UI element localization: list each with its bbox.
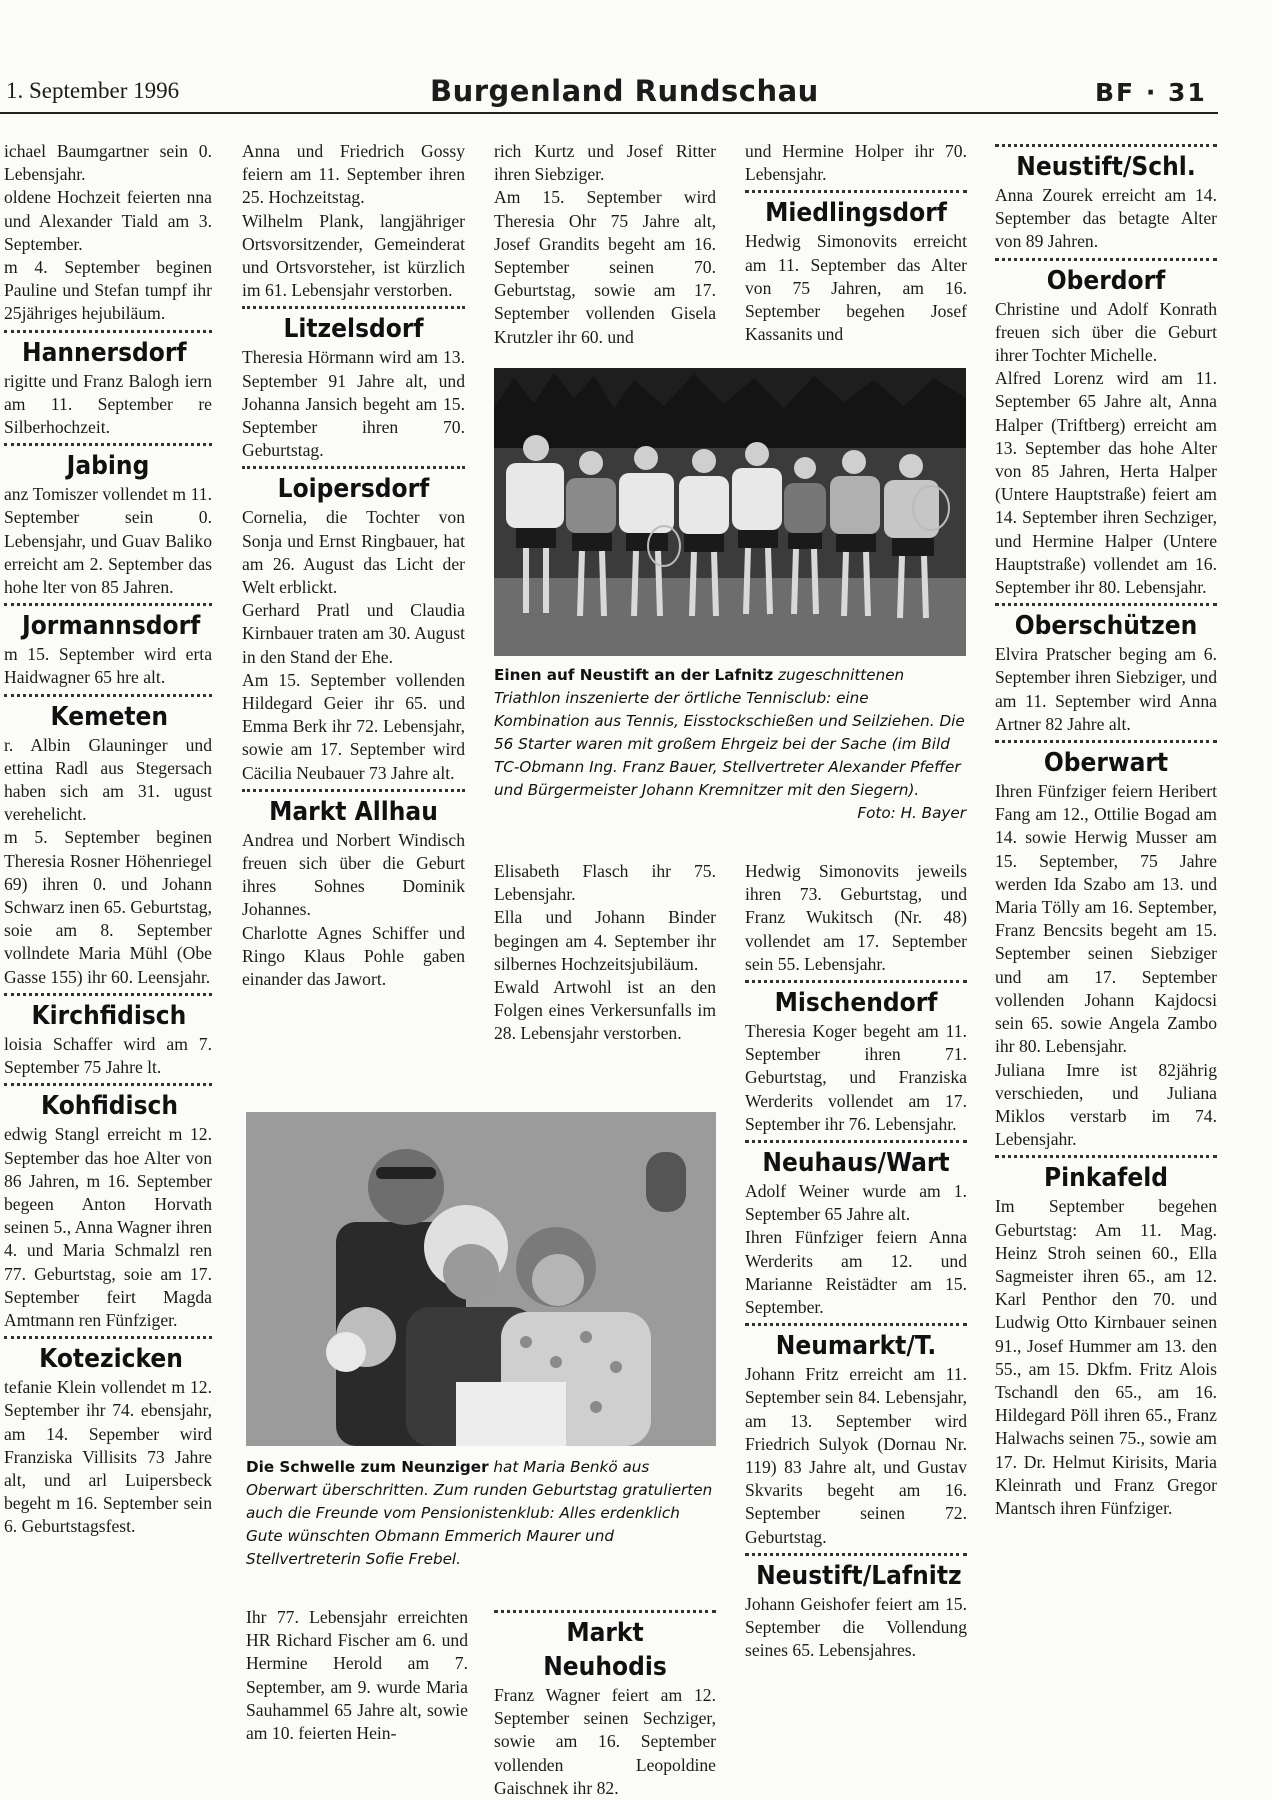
caption-lead: Die Schwelle zum Neunziger [246, 1458, 489, 1476]
paragraph: Christine und Adolf Konrath freuen sich über die Geburt ihrer Tochter Michelle. [995, 298, 1217, 366]
paragraph: Adolf Weiner wurde am 1. September 65 Jahre alt. [745, 1181, 967, 1225]
paragraph: Andrea und Norbert Windisch freuen sich über die Geburt ihres Sohnes Dominik Johannes. [242, 829, 465, 920]
paragraph: Johann Fritz erreicht am 11. September sein 84. Lebensjahr, am 13. September wird Friedrich Sulyok (Dornau Nr. 119) 83 Jahre alt, und Gustav Skvarits begeht am 16. September seinen 72. Geburtstag. [745, 1364, 967, 1547]
newspaper-title: Burgenland Rundschau [430, 74, 819, 108]
paragraph: Cornelia, die Tochter von Sonja und Ernst Ringbauer, hat am 26. August das Licht der Welt erblickt. [242, 507, 465, 598]
paragraph: loisia Schaffer wird am 7. September 75 Jahre lt. [4, 1033, 212, 1078]
dotted-divider [995, 1155, 1217, 1158]
paragraph: m 15. September wird erta Haidwagner 65 hre alt. [4, 644, 212, 688]
paragraph: Im September begehen Geburtstag: Am 11. Mag. Heinz Stroh seinen 60., Ella Sagmeister ihren 65., am 12. Karl Penthor den 70. und Ludwig Otto Kirnbauer seinen 91., Josef Hummer am 13. den 55., am 15. Dkfm. Fritz Alois Tschandl den 65., am 16. Hildegard Pöll ihren 65., Franz Halwachs seinen 75., sowie am 17. Dr. Helmut Kirisits, Maria Kleinrath und Franz Gregor Mantsch ihren Fünfziger. [995, 1196, 1217, 1518]
paragraph: anz Tomiszer vollendet m 11. September sein 0. Lebensjahr, und Guav Baliko erreicht am 2. September das hohe lter von 85 Jahren. [4, 484, 212, 598]
paragraph: ichael Baumgartner sein 0. Lebensjahr. [4, 141, 212, 185]
paragraph: r. Albin Glauninger und ettina Radl aus Stegersach haben sich am 31. ugust verehelicht. [4, 734, 212, 825]
paragraph: Ihren Fünfziger feiern Heribert Fang am 12., Ottilie Bogad am 14. sowie Herwig Musser am 15. September, 75 Jahre werden Ida Szabo am 13. und Maria Tölly am 16. September, Franz Bencsits begeht am 15. September seinen Siebziger und am 17. September vollenden Johann Kajdocsi sein 65. sowie Angela Zambo ihr 80. Lebensjahr. [995, 781, 1217, 1057]
dotted-divider [745, 1140, 967, 1143]
column-1 [4, 140, 212, 1539]
paragraph: Gerhard Pratl und Claudia Kirnbauer traten am 30. August in den Stand der Ehe. [242, 600, 465, 667]
paragraph: Theresia Koger begeht am 11. September ihren 71. Geburtstag, und Franziska Werderits vollendet am 17. September ihr 76. Lebensjahr. [745, 1021, 967, 1134]
section-heading: Neustift/Schl. [1016, 152, 1196, 182]
dotted-divider [745, 1553, 967, 1556]
section-heading: Oberschützen [1014, 611, 1198, 642]
page-number: BF · 31 [1095, 78, 1207, 107]
paragraph: Wilhelm Plank, langjähriger Ortsvorsitzender, Gemeinderat und Ortsvorsteher, ist kürzlich im 61. Lebensjahr verstorben. [242, 210, 465, 301]
header-rule [0, 112, 1218, 114]
section-heading: Litzelsdorf [283, 314, 424, 345]
dotted-divider [494, 1610, 716, 1613]
section-heading: Oberdorf [1046, 265, 1166, 296]
section-heading: Oberwart [1043, 748, 1169, 779]
column-3-mid [494, 860, 716, 1046]
paragraph: Juliana Imre ist 82jährig verschieden, und Juliana Miklos verstarb im 74. Lebensjahr. [995, 1059, 1217, 1150]
dotted-divider [995, 258, 1217, 261]
column-4-bottom [745, 860, 967, 1662]
tennis-photo-caption [494, 664, 966, 825]
birthday-photo [246, 1112, 716, 1446]
paragraph: Ihr 77. Lebensjahr erreichten HR Richard Fischer am 6. und Hermine Herold am 7. September, am 9. wurde Maria Sauhammel 65 Jahre alt, sowie am 10. feierten Hein- [246, 1607, 468, 1744]
paragraph: Johann Geishofer feiert am 15. September die Vollendung seines 65. Lebensjahres. [745, 1593, 967, 1661]
section-heading: Kotezicken [39, 1344, 183, 1375]
section-heading: Neumarkt/T. [775, 1331, 937, 1362]
dotted-divider [242, 789, 465, 792]
birthday-photo-caption [246, 1456, 716, 1571]
section-heading: Miedlingsdorf [765, 198, 947, 229]
paragraph: Am 15. September wird Theresia Ohr 75 Jahre alt, Josef Grandits begeht am 16. September seinen 70. Geburtstag, sowie am 17. September vollenden Gisela Krutzler ihr 60. und [494, 187, 716, 347]
paragraph: m 4. September beginen Pauline und Stefan tumpf ihr 25jähriges hejubiläum. [4, 257, 212, 324]
dotted-divider [242, 466, 465, 469]
dotted-divider [745, 190, 967, 193]
paragraph: Ihren Fünfziger feiern Anna Werderits am 12. und Marianne Reistädter am 15. September. [745, 1227, 967, 1318]
section-heading: Pinkafeld [1043, 1163, 1169, 1194]
paragraph: edwig Stangl erreicht m 12. September das hoe Alter von 86 Jahren, m 16. September begeen Anton Horvath seinen 5., Anna Wagner ihren 4. und Maria Schmalzl ren 77. Geburtstag, soie am 17. September feirt Magda Amtmann ren Fünfziger. [4, 1124, 212, 1330]
paragraph: Theresia Hörmann wird am 13. September 91 Jahre alt, und Johanna Jansich begeht am 15. September ihren 70. Geburtstag. [242, 347, 465, 461]
issue-date: 1. September 1996 [6, 78, 180, 103]
dotted-divider [4, 443, 212, 446]
dotted-divider [4, 993, 212, 996]
dotted-divider [745, 980, 967, 983]
column-4-top [745, 140, 967, 346]
paragraph: Alfred Lorenz wird am 11. September 65 Jahre alt, Anna Halper (Triftberg) erreicht am 13. September das hohe Alter von 85 Jahren, Herta Halper (Untere Hauptstraße) feiert am 14. September ihren Sechziger, und Hermine Halper (Untere Hauptstraße) vollendet am 16. September ihr 80. Lebensjahr. [995, 368, 1217, 598]
paragraph: Am 15. September vollenden Hildegard Geier ihr 65. und Emma Berk ihr 72. Lebensjahr, sowie am 17. September wird Cäcilia Neubauer 73 Jahre alt. [242, 669, 465, 783]
section-heading: Jabing [66, 451, 150, 482]
paragraph: rigitte und Franz Balogh iern am 11. September re Silberhochzeit. [4, 370, 212, 438]
dotted-divider [995, 144, 1217, 147]
column-3-bottom [494, 1606, 716, 1800]
column-2 [242, 140, 465, 991]
paragraph: tefanie Klein vollendet m 12. September ihr 74. ebensjahr, am 14. Sepember wird Franziska Villisits 73 Jahre alt, und arl Luipersbeck begeht m 16. September sein 6. Geburtstagsfest. [4, 1377, 212, 1537]
section-heading: Jormannsdorf [22, 611, 201, 642]
dotted-divider [4, 694, 212, 697]
tennis-club-photo [494, 368, 966, 656]
paragraph: Elvira Pratscher beging am 6. September ihren Siebziger, und am 11. September wird Anna Artner 82 Jahre alt. [995, 644, 1217, 734]
paragraph: oldene Hochzeit feierten nna und Alexander Tiald am 3. September. [4, 187, 212, 254]
column-3-top [494, 140, 716, 349]
dotted-divider [995, 603, 1217, 606]
paragraph: und Hermine Holper ihr 70. Lebensjahr. [745, 141, 967, 185]
paragraph: m 5. September beginen Theresia Rosner Höhenriegel 69) ihren 0. und Johann Schwarz inen 65. Geburtstag, soie am 8. September vollndete Maria Mühl (Obe Gasse 155) ihr 60. Leensjahr. [4, 827, 212, 987]
caption-text: zugeschnittenen Triathlon inszenierte der örtliche Tennisclub: eine Kombination aus Tennis, Eisstockschießen und Seilziehen. Die 56 Starter waren mit großem Ehrgeiz bei der Sache (im Bild TC-Obmann Ing. Franz Bauer, Stellvertreter Alexander Pfeffer und Bürgermeister Johann Kremnitzer mit den Siegern). [494, 666, 965, 799]
section-heading: Hannersdorf [22, 337, 187, 368]
section-heading: Markt Allhau [269, 796, 438, 827]
paragraph: Anna und Friedrich Gossy feiern am 11. September ihren 25. Hochzeitstag. [242, 141, 465, 208]
paragraph: Hedwig Simonovits jeweils ihren 73. Geburtstag, und Franz Wukitsch (Nr. 48) vollendet am 17. September sein 55. Lebensjahr. [745, 861, 967, 974]
paragraph: Charlotte Agnes Schiffer und Ringo Klaus Pohle gaben einander das Jawort. [242, 922, 465, 990]
dotted-divider [995, 740, 1217, 743]
column-2-bottom [246, 1606, 468, 1745]
section-heading: Neustift/Lafnitz [756, 1560, 962, 1591]
paragraph: Franz Wagner feiert am 12. September seinen Sechziger, sowie am 16. September vollenden Leopoldine Gaischnek ihr 82. [494, 1685, 716, 1798]
paragraph: rich Kurtz und Josef Ritter ihren Siebziger. [494, 141, 716, 185]
dotted-divider [4, 330, 212, 333]
dotted-divider [4, 1083, 212, 1086]
column-5 [995, 140, 1217, 1520]
section-heading: Kemeten [50, 701, 169, 732]
paragraph: Elisabeth Flasch ihr 75. Lebensjahr. [494, 861, 716, 905]
section-heading: Mischendorf [774, 988, 938, 1019]
section-heading: Kohfidisch [41, 1091, 179, 1122]
paragraph: Hedwig Simonovits erreicht am 11. September das Alter von 75 Jahren, am 16. September begehen Josef Kassanits und [745, 231, 967, 345]
dotted-divider [242, 306, 465, 309]
paragraph: Ella und Johann Binder begingen am 4. September ihr silbernes Hochzeitsjubiläum. [494, 907, 716, 974]
section-heading: Kirchfidisch [31, 1000, 187, 1031]
paragraph: Anna Zourek erreicht am 14. September das betagte Alter von 89 Jahren. [995, 185, 1217, 252]
paragraph: Ewald Artwohl ist an den Folgen eines Verkersunfalls im 28. Lebensjahr verstorben. [494, 977, 716, 1044]
section-heading: Markt Neuhodis [543, 1618, 667, 1682]
dotted-divider [4, 603, 212, 606]
section-heading: Loipersdorf [277, 474, 430, 505]
section-heading: Neuhaus/Wart [762, 1148, 950, 1179]
caption-text: hat Maria Benkö aus Oberwart überschritten. Zum runden Geburtstag gratulierten auch die Freunde vom Pensionistenklub: Alles erdenklich Gute wünschten Obmann Emmerich Maurer und Stellvertreterin Sofie Frebel. [246, 1458, 713, 1568]
dotted-divider [4, 1336, 212, 1339]
dotted-divider [745, 1323, 967, 1326]
photo-credit: Foto: H. Bayer [857, 804, 966, 822]
caption-lead: Einen auf Neustift an der Lafnitz [494, 666, 774, 684]
